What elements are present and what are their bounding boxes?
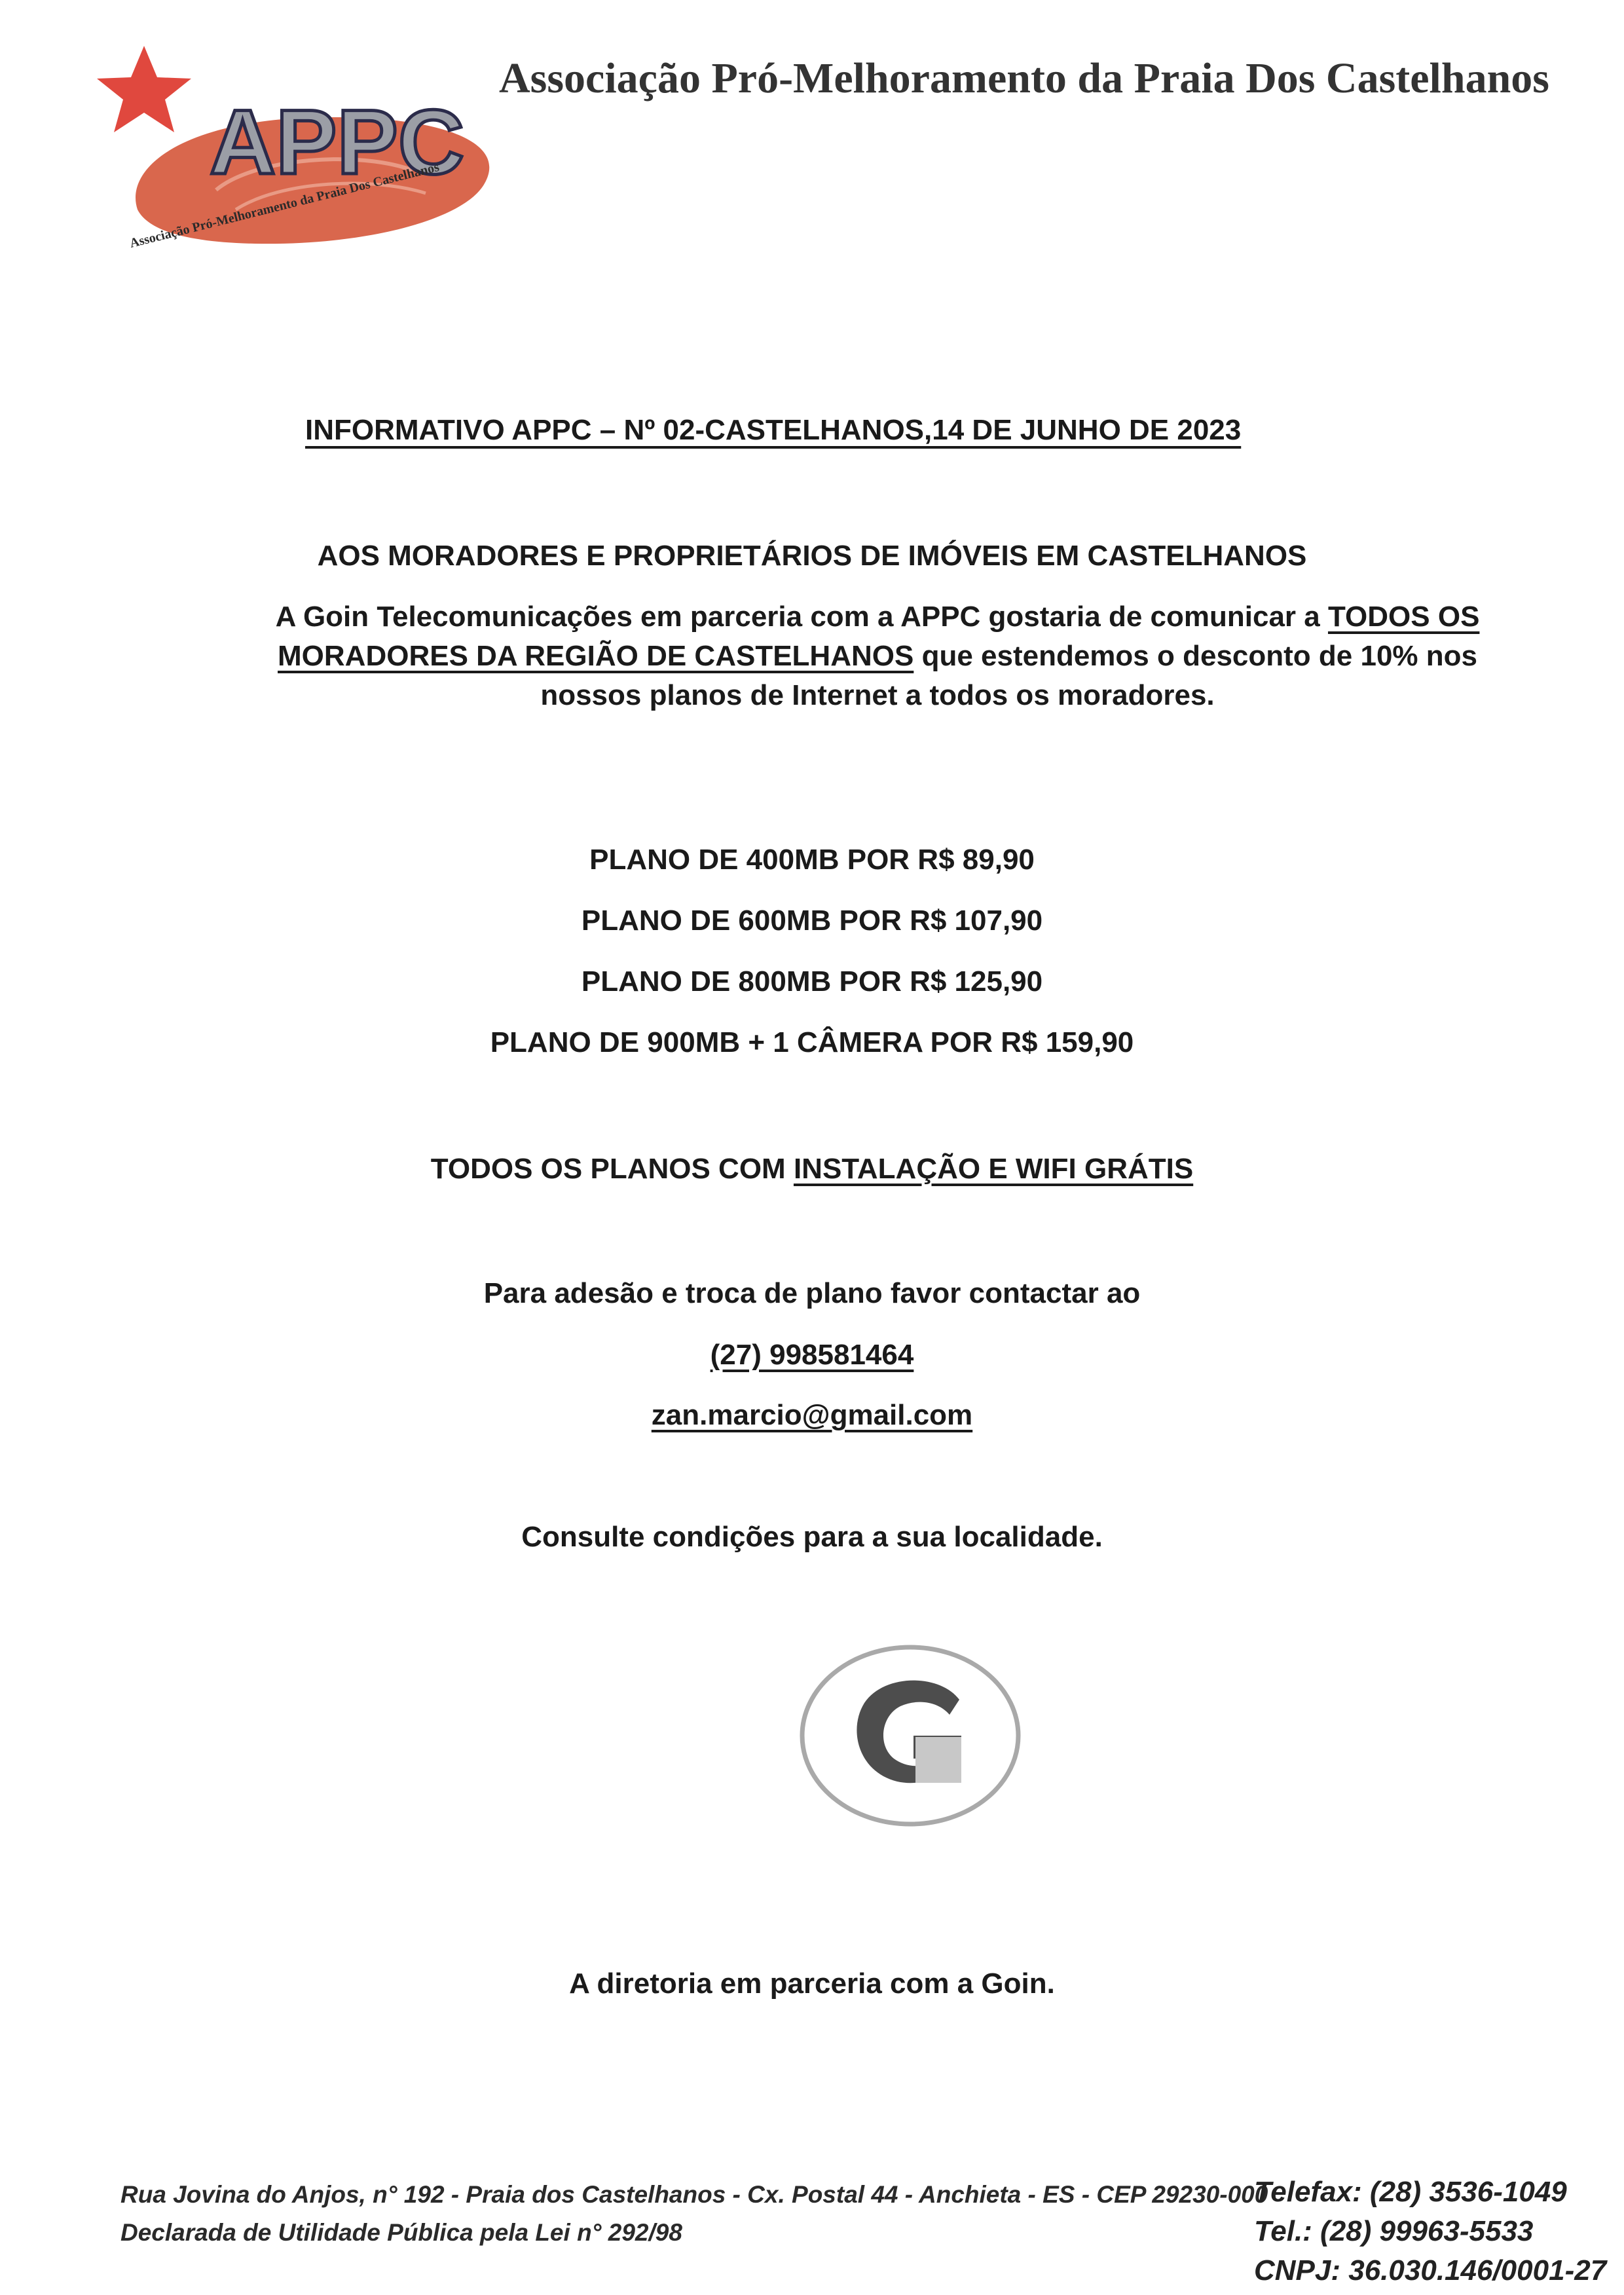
star-icon <box>97 46 191 132</box>
paragraph-text-1: A Goin Telecomunicações em parceria com a APPC gostaria de comunicar a <box>275 601 1320 633</box>
logo-text: APPC <box>210 90 464 193</box>
logo-subtext: Associação Pró-Melhoramento da Praia Dos Castelhanos <box>128 159 441 251</box>
plan-item: PLANO DE 800MB POR R$ 125,90 <box>581 965 1043 998</box>
contact-intro: Para adesão e troca de plano favor contactar ao <box>483 1277 1141 1309</box>
goin-logo <box>792 1637 1028 1834</box>
footer-telefax: Telefax: (28) 3536-1049 <box>1254 2176 1567 2208</box>
recipients-line: AOS MORADORES E PROPRIETÁRIOS DE IMÓVEIS EM CASTELHANOS <box>317 540 1307 572</box>
appc-logo <box>85 39 544 275</box>
paragraph-text-2: que estendemos o desconto de 10% nos nossos planos de Internet a todos os moradores. <box>540 640 1477 711</box>
contact-email <box>0 1399 1624 1432</box>
all-plans-highlight: INSTALAÇÃO E WIFI GRÁTIS <box>793 1153 1194 1185</box>
all-plans-note <box>0 1153 1624 1185</box>
conditions-note: Consulte condições para a sua localidade. <box>521 1521 1103 1553</box>
footer-address: Rua Jovina do Anjos, n° 192 - Praia dos Castelhanos - Cx. Postal 44 - Anchieta - ES - CEP 29230-000 <box>120 2181 1268 2208</box>
plan-item: PLANO DE 400MB POR R$ 89,90 <box>589 844 1035 876</box>
plan-item: PLANO DE 900MB + 1 CÂMERA POR R$ 159,90 <box>490 1026 1134 1058</box>
plan-item: PLANO DE 600MB POR R$ 107,90 <box>581 905 1043 937</box>
contact-phone <box>0 1339 1624 1371</box>
announcement-paragraph <box>275 597 1480 715</box>
footer-tel: Tel.: (28) 99963-5533 <box>1254 2215 1534 2247</box>
paragraph-highlight: TODOS OS MORADORES DA REGIÃO DE CASTELHANOS <box>278 601 1480 672</box>
contact-email-link[interactable]: zan.marcio@gmail.com <box>651 1399 973 1431</box>
footer-declaration: Declarada de Utilidade Pública pela Lei n° 292/98 <box>120 2219 682 2246</box>
organization-name: Associação Pró-Melhoramento da Praia Dos Castelhanos <box>499 54 1549 102</box>
document-title: INFORMATIVO APPC – Nº 02-CASTELHANOS,14 DE JUNHO DE 2023 <box>305 414 1242 446</box>
footer-cnpj: CNPJ: 36.030.146/0001-27 <box>1254 2254 1607 2286</box>
signoff: A diretoria em parceria com a Goin. <box>569 1968 1055 2000</box>
contact-phone-link[interactable]: (27) 998581464 <box>710 1339 914 1371</box>
all-plans-prefix: TODOS OS PLANOS COM <box>430 1153 786 1185</box>
